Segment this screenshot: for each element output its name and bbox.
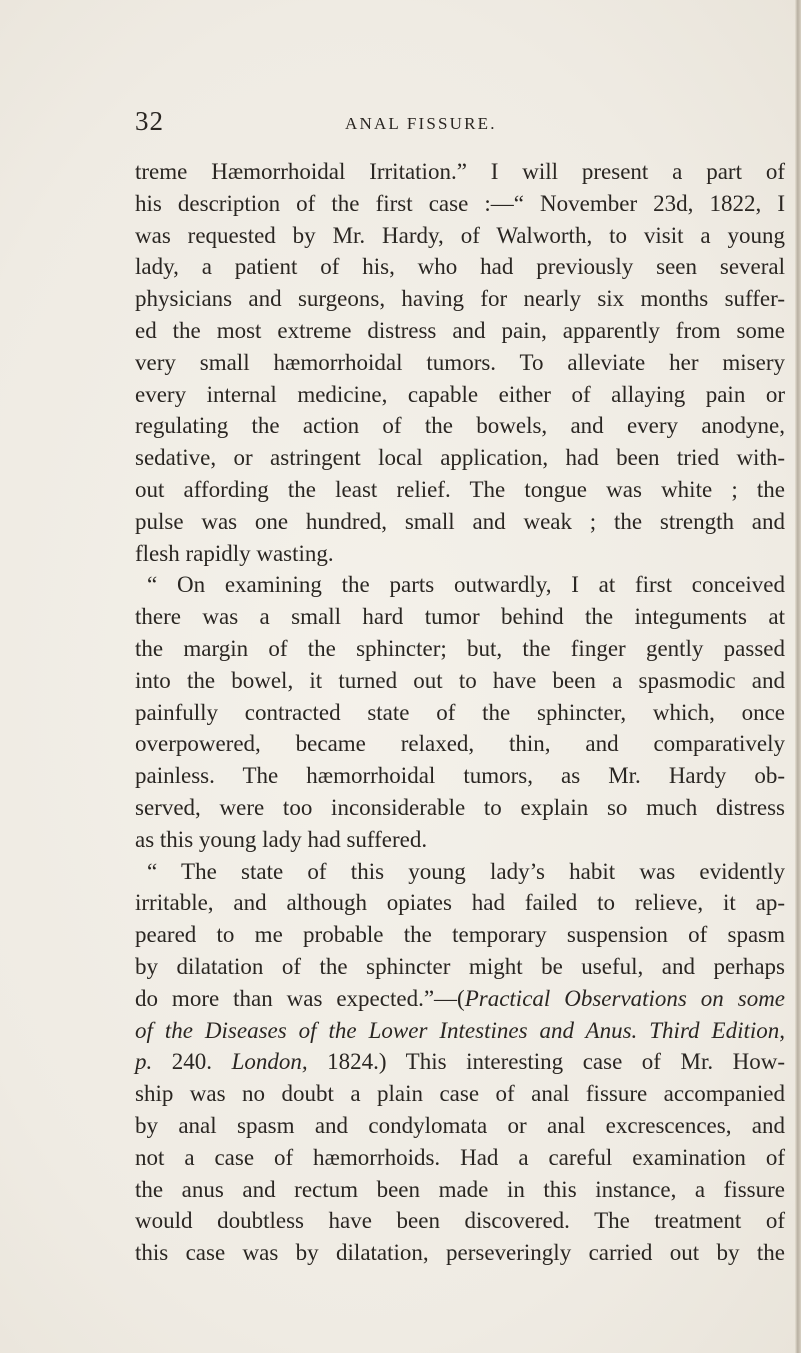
citation-italic: p. — [135, 1049, 153, 1075]
text-line: physicians and surgeons, having for nearly six months suffer- — [135, 286, 785, 312]
text-line: “ On examining the parts outwardly, I at first conceived — [147, 572, 785, 598]
text-line: peared to me probable the temporary suspension of spasm — [135, 922, 785, 948]
text-line: by dilatation of the sphincter might be useful, and perhaps — [135, 953, 785, 979]
text-line: not a case of hæmorrhoids. Had a careful examination of — [135, 1144, 785, 1170]
text-line: treme Hæmorrhoidal Irritation.” I will present a part of — [135, 159, 785, 184]
citation-italic: Practical Observations on some — [464, 985, 786, 1011]
text-line: painfully contracted state of the sphincter, which, once — [135, 699, 785, 725]
text-line: out affording the least relief. The tongue was white ; the — [135, 476, 785, 502]
text-line: every internal medicine, capable either of allaying pain or — [135, 381, 785, 407]
text-line: overpowered, became relaxed, thin, and comparatively — [135, 731, 785, 757]
text-line — [135, 983, 785, 1015]
text-segment: do more than was expected.”—( — [135, 985, 465, 1011]
text-line: this case was by dilatation, perseveringly carried out by the — [135, 1240, 785, 1266]
text-line: “ The state of this young lady’s habit was evidently — [147, 858, 785, 884]
running-head — [0, 106, 801, 146]
text-line: by anal spasm and condylomata or anal excrescences, and — [135, 1112, 785, 1138]
text-line: of the Diseases of the Lower Intestines and Anus. Third Edition, — [135, 1017, 785, 1043]
text-line: sedative, or astringent local application, had been tried with- — [135, 445, 785, 471]
text-line: lady, a patient of his, who had previously seen several — [135, 254, 785, 280]
text-segment: 240. — [152, 1049, 232, 1075]
text-line: the margin of the sphincter; but, the finger gently passed — [135, 635, 785, 661]
text-line: there was a small hard tumor behind the integuments at — [135, 604, 785, 630]
text-line: served, were too inconsiderable to explain so much distress — [135, 794, 785, 820]
text-line: into the bowel, it turned out to have been a spasmodic and — [135, 667, 785, 693]
text-line: irritable, and although opiates had failed to relieve, it ap- — [135, 890, 785, 916]
text-line: very small hæmorrhoidal tumors. To alleviate her misery — [135, 349, 785, 375]
text-line: would doubtless have been discovered. The treatment of — [135, 1208, 785, 1234]
text-line — [135, 1046, 785, 1078]
text-line: flesh rapidly wasting. — [135, 540, 334, 566]
text-line: the anus and rectum been made in this instance, a fissure — [135, 1176, 785, 1202]
text-line: pulse was one hundred, small and weak ; the strength and — [135, 508, 785, 534]
text-line: as this young lady had suffered. — [135, 826, 428, 852]
text-segment: 1824.) This interesting case of Mr. How- — [307, 1049, 785, 1075]
page-number: 32 — [135, 106, 164, 136]
text-line: painless. The hæmorrhoidal tumors, as Mr. Hardy ob- — [135, 763, 785, 789]
text-line: ship was no doubt a plain case of anal fissure accompanied — [135, 1081, 785, 1107]
page-edge — [795, 0, 801, 1353]
text-line: ed the most extreme distress and pain, apparently from some — [135, 317, 785, 343]
text-line: was requested by Mr. Hardy, of Walworth, to visit a young — [135, 222, 785, 248]
citation-italic: London, — [231, 1049, 308, 1075]
text-line: regulating the action of the bowels, and every anodyne, — [135, 413, 785, 439]
body-text — [135, 156, 785, 1269]
text-line: his description of the first case :—“ November 23d, 1822, I — [135, 190, 785, 216]
running-title: ANAL FISSURE. — [345, 114, 497, 133]
